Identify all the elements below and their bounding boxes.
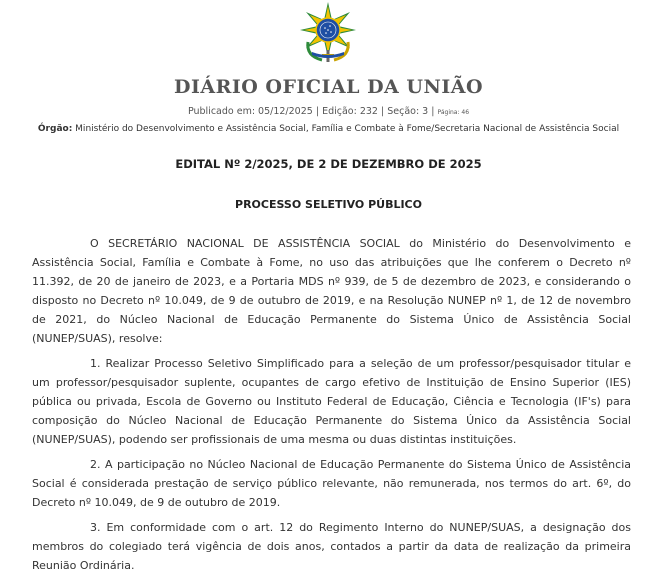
separator: | — [315, 106, 323, 117]
page-number: Página: 46 — [437, 109, 470, 116]
paragraph-item-2: 2. A participação no Núcleo Nacional de Educação Permanente do Sistema Único de Assistência Social é considerada prestação de serviço público relevante, não remunerada, nos termos do art. 6º, do Decreto nº 10.049, de 9 de outubro de 2019. — [32, 458, 631, 509]
orgao-line — [0, 124, 657, 134]
section-number: Seção: 3 — [387, 106, 429, 117]
paragraph-preamble: O SECRETÁRIO NACIONAL DE ASSISTÊNCIA SOCIAL do Ministério do Desenvolvimento e Assistência Social, Família e Combate à Fome, no uso das atribuições que lhe conferem o Decreto nº 11.392, de 20 de janeiro de 2023, e a Portaria MDS nº 939, de 5 de dezembro de 2023, e considerando o disposto no Decreto nº 10.049, de 9 de outubro de 2019, e na Resolução NUNEP nº 1, de 12 de novembro de 2021, do Núcleo Nacional de Educação Permanente do Sistema Único de Assistência Social (NUNEP/SUAS), resolve: — [32, 237, 631, 345]
document-subtitle: PROCESSO SELETIVO PÚBLICO — [235, 198, 422, 211]
brazil-coat-of-arms-icon — [300, 2, 356, 64]
paragraph-item-1: 1. Realizar Processo Seletivo Simplificado para a seleção de um professor/pesquisador titular e um professor/pesquisador suplente, ocupantes de cargo efetivo de Instituição de Ensino Superior (IES) pública ou privada, Escola de Governo ou Instituto Federal de Educação, Ciência e Tecnologia (IF's) para composição do Núcleo Nacional de Educação Permanente do Sistema Único da Assistência Social (NUNEP/SUAS), podendo ser profissionais de uma mesma ou duas distintas instituições. — [32, 357, 631, 446]
published-date: Publicado em: 05/12/2025 — [187, 106, 313, 117]
masthead-title: DIÁRIO OFICIAL DA UNIÃO — [173, 76, 484, 98]
edition-number: Edição: 232 — [322, 106, 378, 117]
paragraph-item-3: 3. Em conformidade com o art. 12 do Regimento Interno do NUNEP/SUAS, a designação dos membros do colegiado terá vigência de dois anos, contados a partir da data de realização da primeira Reunião Ordinária. — [32, 521, 631, 572]
separator: | — [381, 106, 388, 117]
separator: | — [431, 106, 438, 117]
orgao-label: Órgão: — [37, 124, 73, 134]
document-body — [32, 234, 631, 581]
edital-title: EDITAL Nº 2/2025, DE 2 DE DEZEMBRO DE 2025 — [175, 157, 482, 171]
orgao-value: Ministério do Desenvolvimento e Assistência Social, Família e Combate à Fome/Secretaria Nacional de Assistência Social — [75, 124, 620, 134]
publication-info — [0, 106, 657, 117]
